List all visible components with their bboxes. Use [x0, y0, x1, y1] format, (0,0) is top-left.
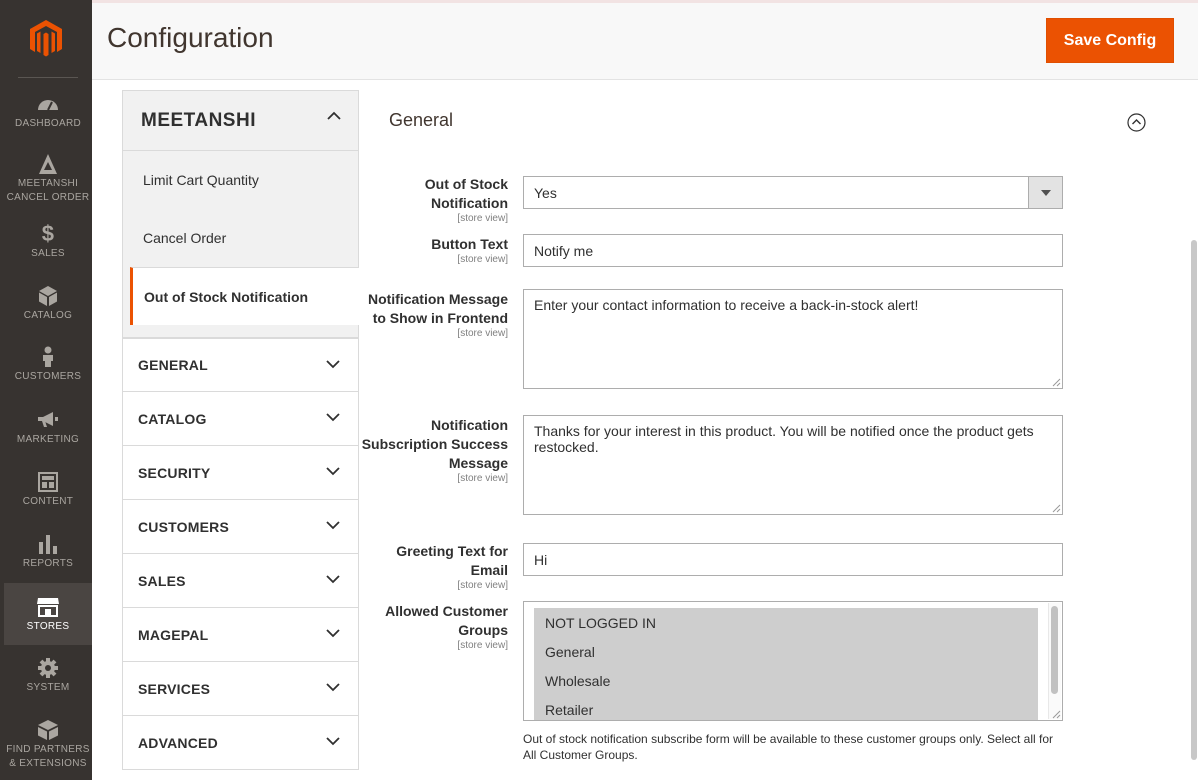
success-message-textarea[interactable]: Thanks for your interest in this product. You will be notified once the product gets restocked. [523, 415, 1063, 515]
nav-item-label: DASHBOARD [14, 118, 82, 129]
customer-groups-multiselect[interactable] [523, 601, 1063, 721]
customer-groups-note: Out of stock notification subscribe form will be available to these customer groups only. Select all for All Customer Groups. [523, 732, 1054, 762]
meetanshi-icon [38, 152, 58, 176]
tab-group-sales[interactable] [122, 554, 359, 608]
option-not-logged-in[interactable]: NOT LOGGED IN [534, 608, 1038, 637]
scope-label: [store view] [457, 580, 508, 591]
tab-group-meetanshi [122, 90, 359, 338]
config-tabs [122, 90, 359, 770]
nav-item-stores[interactable] [4, 583, 92, 645]
tab-out-of-stock-notification[interactable]: Out of Stock Notification [130, 267, 359, 325]
chevron-down-icon [326, 466, 340, 476]
stock-notification-select[interactable] [523, 176, 1063, 209]
nav-item-system[interactable] [4, 656, 92, 700]
scope-label: [store view] [457, 473, 508, 484]
nav-item-marketing[interactable] [4, 408, 92, 452]
tab-limit-cart-quantity[interactable]: Limit Cart Quantity [143, 172, 259, 188]
save-config-button[interactable]: Save Config [1046, 18, 1174, 63]
field-label-button-text: Button Text [store view] [358, 235, 508, 265]
logo-divider [18, 77, 78, 78]
magento-logo-icon [29, 19, 63, 59]
tab-group-security[interactable] [122, 446, 359, 500]
tab-group-magepal[interactable] [122, 608, 359, 662]
scope-label: [store view] [457, 254, 508, 265]
nav-item-label: FIND PARTNERS & EXTENSIONS [6, 744, 90, 769]
tab-group-label: CATALOG [138, 410, 207, 427]
bar-chart-icon [38, 532, 58, 556]
chevron-down-icon [326, 682, 340, 692]
tab-group-label: SECURITY [138, 464, 211, 481]
chevron-down-icon [326, 574, 340, 584]
dollar-icon: $ [41, 221, 55, 246]
option-wholesale[interactable]: Wholesale [534, 666, 1038, 695]
page-header [92, 0, 1198, 80]
resize-handle-icon[interactable] [1052, 710, 1061, 719]
collapse-section-icon[interactable] [1127, 113, 1146, 132]
scope-label: [store view] [457, 640, 508, 651]
tab-group-label: CUSTOMERS [138, 518, 229, 535]
magento-logo[interactable] [0, 0, 92, 78]
tab-cancel-order[interactable]: Cancel Order [143, 230, 227, 246]
megaphone-icon [37, 408, 59, 432]
nav-item-dashboard[interactable] [4, 92, 92, 136]
resize-handle-icon[interactable] [1052, 378, 1061, 387]
field-label-frontend-message: Notification Message to Show in Frontend [store view] [358, 290, 508, 339]
tab-group-label: ADVANCED [138, 734, 218, 751]
select-value: Yes [534, 184, 557, 201]
chevron-down-icon [326, 736, 340, 746]
frontend-message-textarea[interactable]: Enter your contact information to receive a back-in-stock alert! [523, 289, 1063, 389]
nav-item-label: CATALOG [23, 310, 73, 321]
chevron-up-icon [327, 111, 341, 121]
tab-group-catalog[interactable] [122, 392, 359, 446]
field-label-success-message: Notification Subscription Success Message [store view] [358, 416, 508, 484]
tab-group-header[interactable] [123, 91, 358, 151]
nav-item-reports[interactable] [4, 532, 92, 576]
section-title: General [389, 110, 454, 130]
chevron-down-icon [326, 628, 340, 638]
tab-group-advanced[interactable] [122, 716, 359, 770]
nav-item-label: MEETANSHI CANCEL ORDER [6, 178, 90, 203]
tab-group-label: GENERAL [138, 357, 208, 373]
dropdown-arrow-icon[interactable] [1028, 177, 1062, 208]
nav-item-label: MARKETING [16, 434, 80, 445]
nav-item-customers[interactable] [4, 345, 92, 389]
chevron-down-icon [326, 520, 340, 530]
multiselect-scroll-thumb[interactable] [1051, 606, 1058, 694]
nav-item-content[interactable] [4, 470, 92, 514]
cube-icon [38, 284, 58, 308]
nav-item-meetanshi-cancel-order[interactable] [4, 152, 92, 208]
page-scrollbar[interactable] [1190, 80, 1198, 780]
nav-item-find-partners[interactable] [4, 718, 92, 774]
button-text-input[interactable]: Notify me [523, 234, 1063, 267]
nav-item-label: CUSTOMERS [14, 371, 82, 382]
tab-group-label: SERVICES [138, 680, 211, 697]
scope-label: [store view] [457, 213, 508, 224]
page-title: Configuration [107, 22, 274, 53]
scope-label: [store view] [457, 328, 508, 339]
tab-group-label: SALES [138, 572, 186, 589]
tab-group-label: MAGEPAL [138, 626, 209, 643]
chevron-down-icon [326, 412, 340, 422]
tab-group-services[interactable] [122, 662, 359, 716]
nav-item-label: REPORTS [22, 558, 74, 569]
field-label-stock-notification: Out of Stock Notification [store view] [358, 175, 508, 224]
option-general[interactable]: General [534, 637, 1038, 666]
layout-icon [38, 470, 58, 494]
option-retailer[interactable]: Retailer [534, 695, 1038, 721]
nav-item-catalog[interactable] [4, 284, 92, 328]
extensions-icon [37, 718, 59, 742]
nav-item-label: SYSTEM [26, 682, 70, 693]
admin-sidebar [0, 0, 92, 780]
tab-group-general[interactable] [122, 338, 359, 392]
greeting-text-input[interactable]: Hi [523, 543, 1063, 576]
gear-icon [37, 656, 59, 680]
nav-item-label: STORES [26, 621, 70, 632]
meetanshi-brand: MEETANSHI [141, 110, 256, 131]
dashboard-icon [37, 92, 59, 116]
resize-handle-icon[interactable] [1052, 504, 1061, 513]
chevron-down-icon [326, 359, 340, 369]
nav-item-label: SALES [31, 248, 65, 259]
person-icon [41, 345, 55, 369]
nav-item-label: CONTENT [22, 496, 74, 507]
field-label-customer-groups: Allowed Customer Groups [store view] [358, 602, 508, 651]
store-icon [36, 595, 60, 619]
tab-group-customers[interactable] [122, 500, 359, 554]
field-label-greeting: Greeting Text for Email [store view] [358, 542, 508, 591]
nav-item-sales[interactable] [4, 222, 92, 266]
